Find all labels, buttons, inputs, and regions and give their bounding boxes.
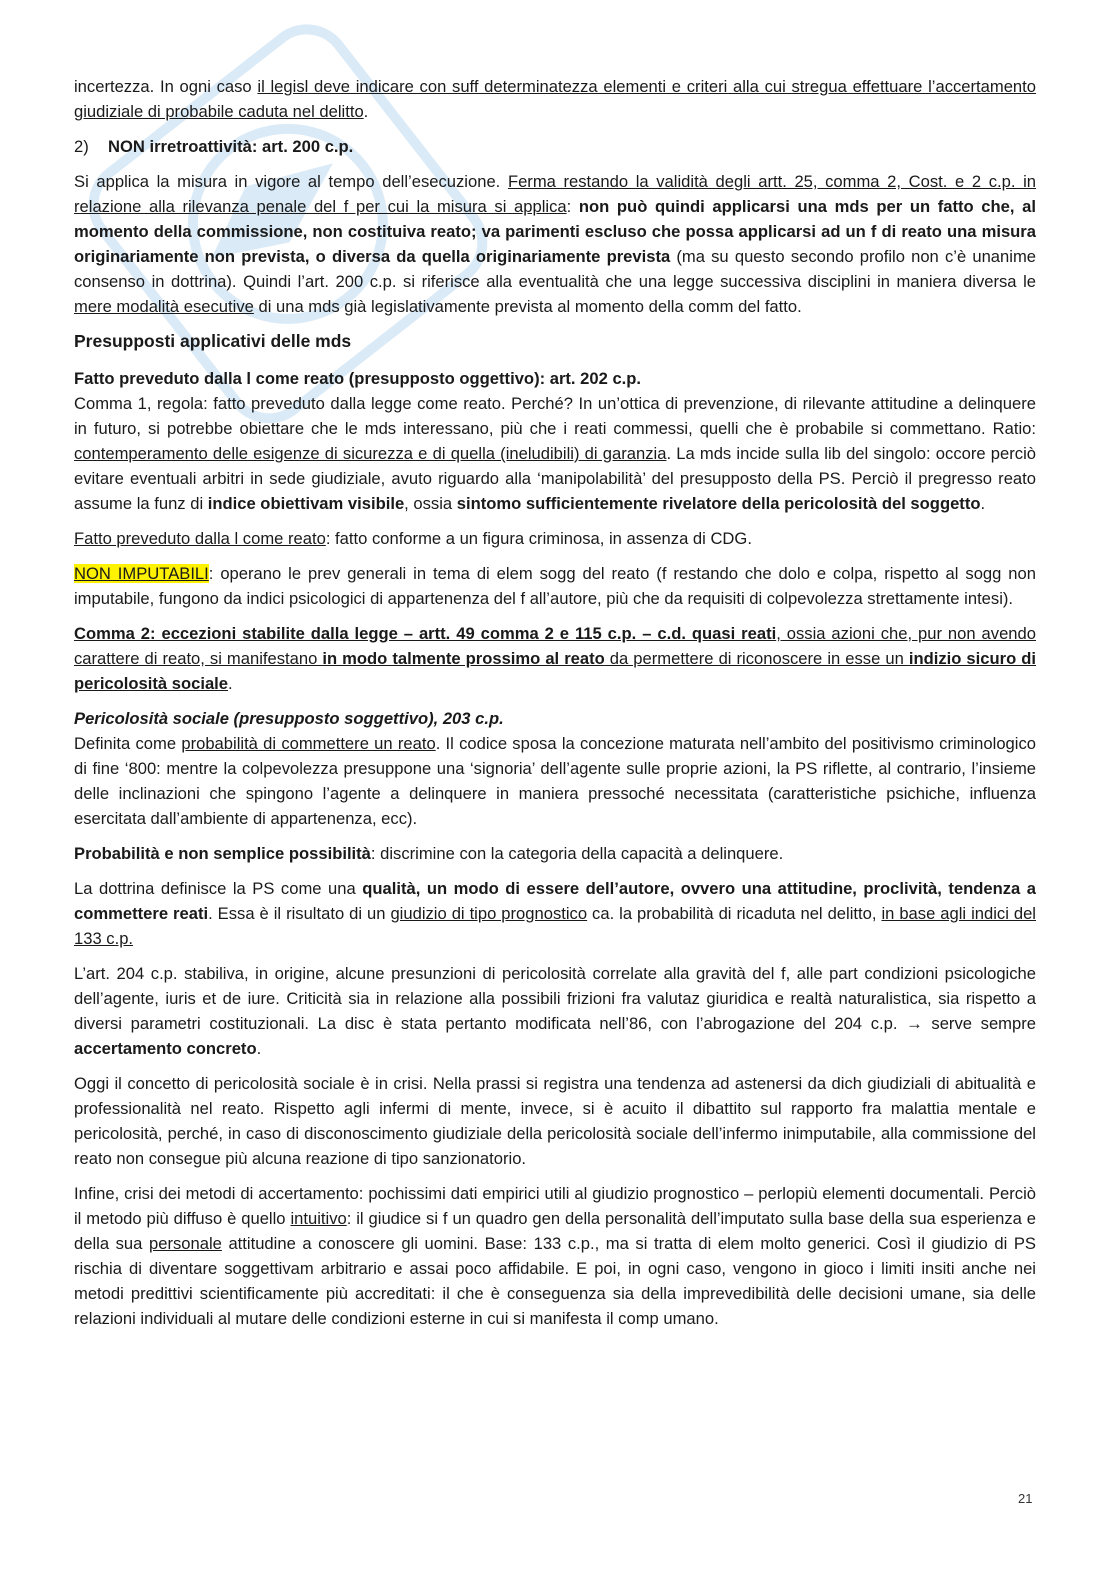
page-content: [74, 74, 1036, 1341]
paragraph-art-200: Si applica la misura in vigore al tempo dell’esecuzione. Ferma restando la validità degli artt. 25, comma 2, Cost. e 2 c.p. in relazione alla rilevanza penale del f per cui la misura si applica: non può quindi applicarsi una mds per un fatto che, al momento della commissione, non costituiva reato; va parimenti escluso che possa applicarsi ad un f di reato una misura originariamente non prevista, o diversa da quella originariamente prevista (ma su questo secondo profilo non c’è unanime consenso in dottrina). Quindi l’art. 200 c.p. si riferisce alla eventualità che una legge successiva disciplini in maniera diversa le mere modalità esecutive di una mds già legislativamente prevista al momento della comm del fatto.: [74, 172, 1036, 316]
paragraph-intro: incertezza. In ogni caso il legisl deve indicare con suff determinatezza elementi e criteri alla cui stregua effettuare l’accertamento giudiziale di probabile caduta nel delitto.: [74, 77, 1037, 121]
paragraph-non-imputabili: NON IMPUTABILI: operano le prev generali in tema di elem sogg del reato (f restando che dolo e colpa, rispetto al sogg non imputabile, fungono da indici psicologici di appartenenza del f all’autore, più che da requisiti di colpevolezza strettamente intesi).: [74, 564, 1036, 608]
paragraph-definizione-ps: Definita come probabilità di commettere un reato. Il codice sposa la concezione maturata nell’ambito del positivismo criminologico di fine ‘800: mentre la colpevolezza presuppone una ‘signoria’ dell’agente sulle proprie azioni, la PS riflette, al contrario, l’insieme delle inclinazioni che spingono l’agente a delinquere in maniera pressoché necessitata (caratteristiche psichiche, influenza esercitata dall’ambiente di appartenenza, ecc).: [74, 734, 1036, 828]
subheading-pericolosita-sociale: Pericolosità sociale (presupposto soggettivo), 203 c.p.: [74, 709, 504, 728]
page-number: 21: [1018, 1491, 1033, 1506]
paragraph-dottrina: La dottrina definisce la PS come una qualità, un modo di essere dell’autore, ovvero una attitudine, proclività, tendenza a commettere reati. Essa è il risultato di un giudizio di tipo prognostico ca. la probabilità di ricaduta nel delitto, in base agli indici del 133 c.p.: [74, 879, 1036, 948]
paragraph-crisi: Oggi il concetto di pericolosità sociale è in crisi. Nella prassi si registra una tendenza ad astenersi da dich giudiziali di abitualità e professionalità nel reato. Rispetto agli infermi di mente, invece, si è acuito il dibattito sul rapporto fra malattia mentale e pericolosità, perché, in caso di disconoscimento giudiziale della pericolosità sociale dell’infermo inimputabile, alla commissione del reato non consegue più alcuna reazione di tipo sanzionatorio.: [74, 1074, 1036, 1168]
paragraph-art-204: L’art. 204 c.p. stabiliva, in origine, alcune presunzioni di pericolosità correlate alla gravità del f, alle part condizioni psicologiche dell’agente, iuris et de iure. Criticità sia in relazione alla possibili frizioni fra valutaz giuridica e realtà naturalistica, sia rispetto a diversi parametri costituzionali. La disc è stata pertanto modificata nell’86, con l’abrogazione del 204 c.p. → serve sempre accertamento concreto.: [74, 964, 1036, 1058]
paragraph-comma-1: Comma 1, regola: fatto preveduto dalla legge come reato. Perché? In un’ottica di prevenzione, di rilevante attitudine a delinquere in futuro, si potrebbe obiettare che le mds interessano, più che i reati commessi, quelli che è probabile si commettano. Ratio: contemperamento delle esigenze di sicurezza e di quella (ineludibili) di garanzia. La mds incide sulla lib del singolo: occore perciò evitare eventuali arbitri in sede giudiziale, avuto riguardo alla ‘manipolabilità’ del presupposto della PS. Perciò il pregresso reato assume la funz di indice obiettivam visibile, ossia sintomo sufficientemente rivelatore della pericolosità del soggetto.: [74, 394, 1036, 513]
paragraph-metodi-accertamento: Infine, crisi dei metodi di accertamento: pochissimi dati empirici utili al giudizio prognostico – perlopiù elementi documentali. Perciò il metodo più diffuso è quello intuitivo: il giudice si f un quadro gen della personalità dell’imputato sulla base della sua esperienza e della sua personale attitudine a conoscere gli uomini. Base: 133 c.p., ma si tratta di elem molto generici. Così il giudizio di PS rischia di diventare soggettivam arbitrario e assai poco affidabile. E poi, in ogni caso, vengono in gioco i limiti insiti anche nei metodi predittivi scientificamente più accreditati: il che è conseguenza sia della imprevedibilità delle decisioni umane, sia delle relazioni individuali al mutare delle condizioni esterne in cui si manifesta il comp umano.: [74, 1184, 1037, 1328]
heading-presupposti: Presupposti applicativi delle mds: [74, 331, 352, 351]
section-heading-non-irretroattivita: 2) NON irretroattività: art. 200 c.p.: [74, 137, 354, 156]
arrow-icon: →: [906, 1014, 923, 1033]
paragraph-fatto-conforme: Fatto preveduto dalla l come reato: fatto conforme a un figura criminosa, in assenza di CDG.: [74, 529, 752, 548]
paragraph-probabilita: Probabilità e non semplice possibilità: discrimine con la categoria della capacità a delinquere.: [74, 844, 784, 863]
subheading-fatto-preveduto: Fatto preveduto dalla l come reato (presupposto oggettivo): art. 202 c.p.: [74, 369, 642, 388]
paragraph-comma-2: Comma 2: eccezioni stabilite dalla legge – artt. 49 comma 2 e 115 c.p. – c.d. quasi reati, ossia azioni che, pur non avendo carattere di reato, si manifestano in modo talmente prossimo al reato da permettere di riconoscere in esse un indizio sicuro di pericolosità sociale.: [74, 624, 1036, 693]
